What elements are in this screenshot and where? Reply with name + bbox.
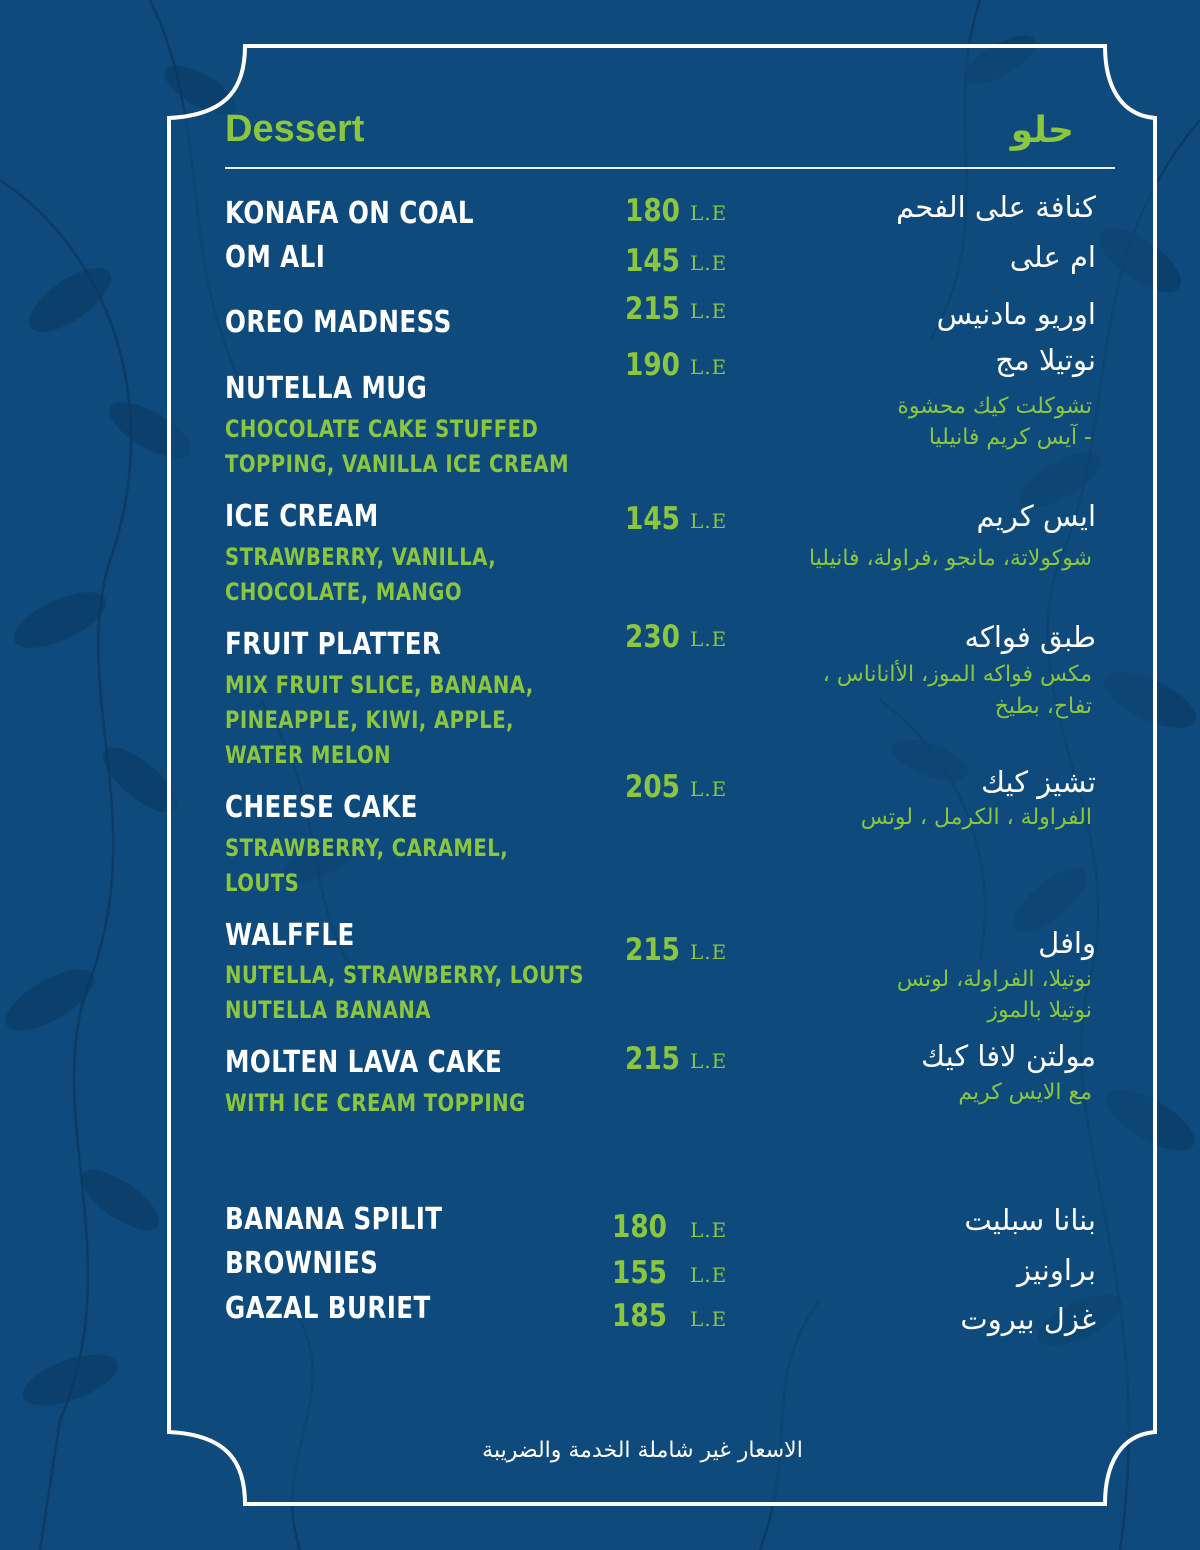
item-name-ar: غزل بيروت (960, 1302, 1096, 1336)
item-name: WALFFLE (225, 918, 355, 953)
item-price: 180 (625, 193, 681, 229)
item-name: OREO MADNESS (225, 305, 452, 340)
item-name-ar: نوتيلا مج (995, 343, 1096, 377)
item-description-ar: مع الايس كريم (958, 1080, 1092, 1105)
item-name: FRUIT PLATTER (225, 627, 442, 662)
item-price: 180 (612, 1209, 668, 1245)
item-name-ar: اوريو مادنيس (936, 297, 1096, 331)
item-price: 205 (625, 769, 681, 805)
item-name-ar: براونيز (1017, 1253, 1096, 1287)
item-description: STRAWBERRY, CARAMEL, (225, 834, 509, 862)
item-description: NUTELLA BANANA (225, 996, 431, 1024)
item-name: GAZAL BURIET (225, 1291, 431, 1326)
item-description: WATER MELON (225, 741, 391, 769)
item-name-ar: مولتن لافا كيك (921, 1039, 1096, 1073)
item-description-ar: شوكولاتة، مانجو ،فراولة، فانيليا (808, 546, 1092, 571)
item-currency: L.E (690, 1307, 728, 1331)
item-currency: L.E (690, 627, 728, 651)
item-name: KONAFA ON COAL (225, 196, 474, 231)
item-currency: L.E (690, 1218, 728, 1242)
item-description: CHOCOLATE CAKE STUFFED (225, 415, 539, 443)
item-price: 145 (625, 501, 681, 537)
item-price: 215 (625, 291, 681, 327)
item-name-ar: ام على (1009, 240, 1096, 274)
item-name: CHEESE CAKE (225, 790, 418, 825)
item-price: 185 (612, 1298, 668, 1334)
item-currency: L.E (690, 251, 728, 275)
item-currency: L.E (690, 1049, 728, 1073)
item-description-ar: نوتيلا بالموز (987, 998, 1092, 1023)
item-currency: L.E (690, 299, 728, 323)
item-description: WITH ICE CREAM TOPPING (225, 1089, 526, 1117)
item-currency: L.E (690, 509, 728, 533)
item-name: BANANA SPILIT (225, 1202, 443, 1237)
section-title-en: Dessert (225, 108, 365, 150)
item-description-ar: تفاح، بطيخ (994, 694, 1092, 719)
item-description: PINEAPPLE, KIWI, APPLE, (225, 706, 514, 734)
item-price: 215 (625, 932, 681, 968)
item-name: MOLTEN LAVA CAKE (225, 1045, 503, 1080)
item-name-ar: كنافة على الفحم (896, 190, 1096, 224)
item-description: MIX FRUIT SLICE, BANANA, (225, 671, 534, 699)
item-price: 215 (625, 1041, 681, 1077)
item-price: 145 (625, 243, 681, 279)
item-description-ar: - آيس كريم فانيليا (928, 425, 1092, 450)
item-description: CHOCOLATE, MANGO (225, 578, 462, 606)
item-description-ar: نوتيلا، الفراولة، لوتس (896, 967, 1092, 992)
item-price: 190 (625, 347, 681, 383)
title-divider (225, 167, 1115, 169)
item-description-ar: الفراولة ، الكرمل ، لوتس (860, 805, 1092, 830)
item-name-ar: تشيز كيك (981, 765, 1096, 799)
item-name: NUTELLA MUG (225, 371, 428, 406)
item-description: NUTELLA, STRAWBERRY, LOUTS (225, 961, 584, 989)
item-currency: L.E (690, 777, 728, 801)
section-title-ar: حلو (1010, 110, 1074, 151)
item-name-ar: وافل (1038, 926, 1096, 960)
item-price: 230 (625, 619, 681, 655)
price-disclaimer: الاسعار غير شاملة الخدمة والضريبة (482, 1438, 803, 1463)
item-name-ar: طبق فواكه (964, 620, 1096, 654)
item-name: BROWNIES (225, 1246, 379, 1281)
item-currency: L.E (690, 1263, 728, 1287)
item-description-ar: مكس فواكه الموز، الأاناناس ، (822, 662, 1092, 687)
item-name: OM ALI (225, 240, 326, 275)
item-currency: L.E (690, 355, 728, 379)
item-name-ar: بنانا سبليت (964, 1203, 1096, 1237)
item-name-ar: ايس كريم (976, 499, 1096, 533)
item-name: ICE CREAM (225, 499, 379, 534)
item-description: STRAWBERRY, VANILLA, (225, 543, 497, 571)
item-currency: L.E (690, 940, 728, 964)
item-currency: L.E (690, 201, 728, 225)
item-price: 155 (612, 1255, 668, 1291)
item-description-ar: تشوكلت كيك محشوة (897, 394, 1092, 419)
item-description: LOUTS (225, 869, 300, 897)
item-description: TOPPING, VANILLA ICE CREAM (225, 450, 569, 478)
